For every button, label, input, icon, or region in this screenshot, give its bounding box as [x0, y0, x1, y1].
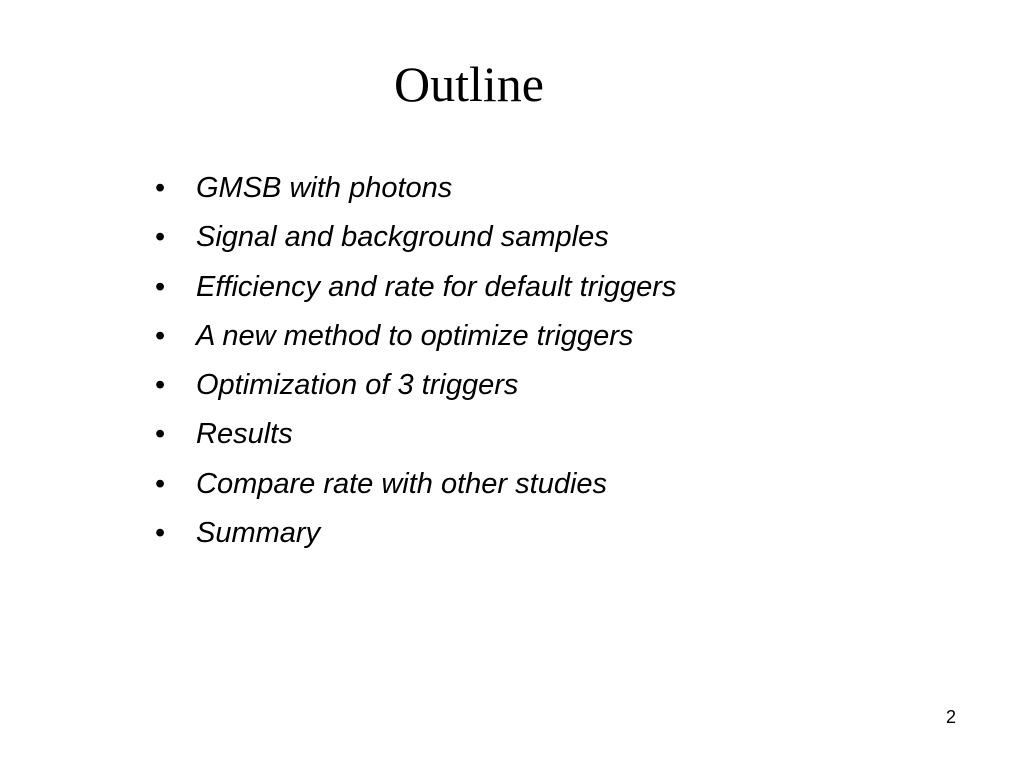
list-item-text: GMSB with photons: [196, 172, 453, 204]
list-item-text: A new method to optimize triggers: [196, 319, 634, 352]
list-item-text: Compare rate with other studies: [196, 467, 608, 500]
bullet-icon: •: [155, 418, 166, 451]
list-item-text: Signal and background samples: [196, 221, 609, 254]
list-item-text: Results: [196, 418, 293, 451]
bullet-icon: •: [155, 467, 166, 500]
bullet-icon: •: [155, 221, 166, 254]
slide-title: Outline: [394, 56, 544, 112]
bullet-icon: •: [155, 270, 166, 303]
bullet-icon: •: [155, 319, 166, 352]
bullet-icon: •: [155, 517, 166, 550]
bullet-icon: •: [155, 369, 166, 402]
page-number: 2: [946, 707, 957, 727]
list-item-text: Optimization of 3 triggers: [196, 369, 519, 402]
list-item-text: Efficiency and rate for default triggers: [196, 270, 677, 303]
list-item-text: Summary: [196, 517, 321, 550]
bullet-icon: •: [155, 172, 166, 204]
